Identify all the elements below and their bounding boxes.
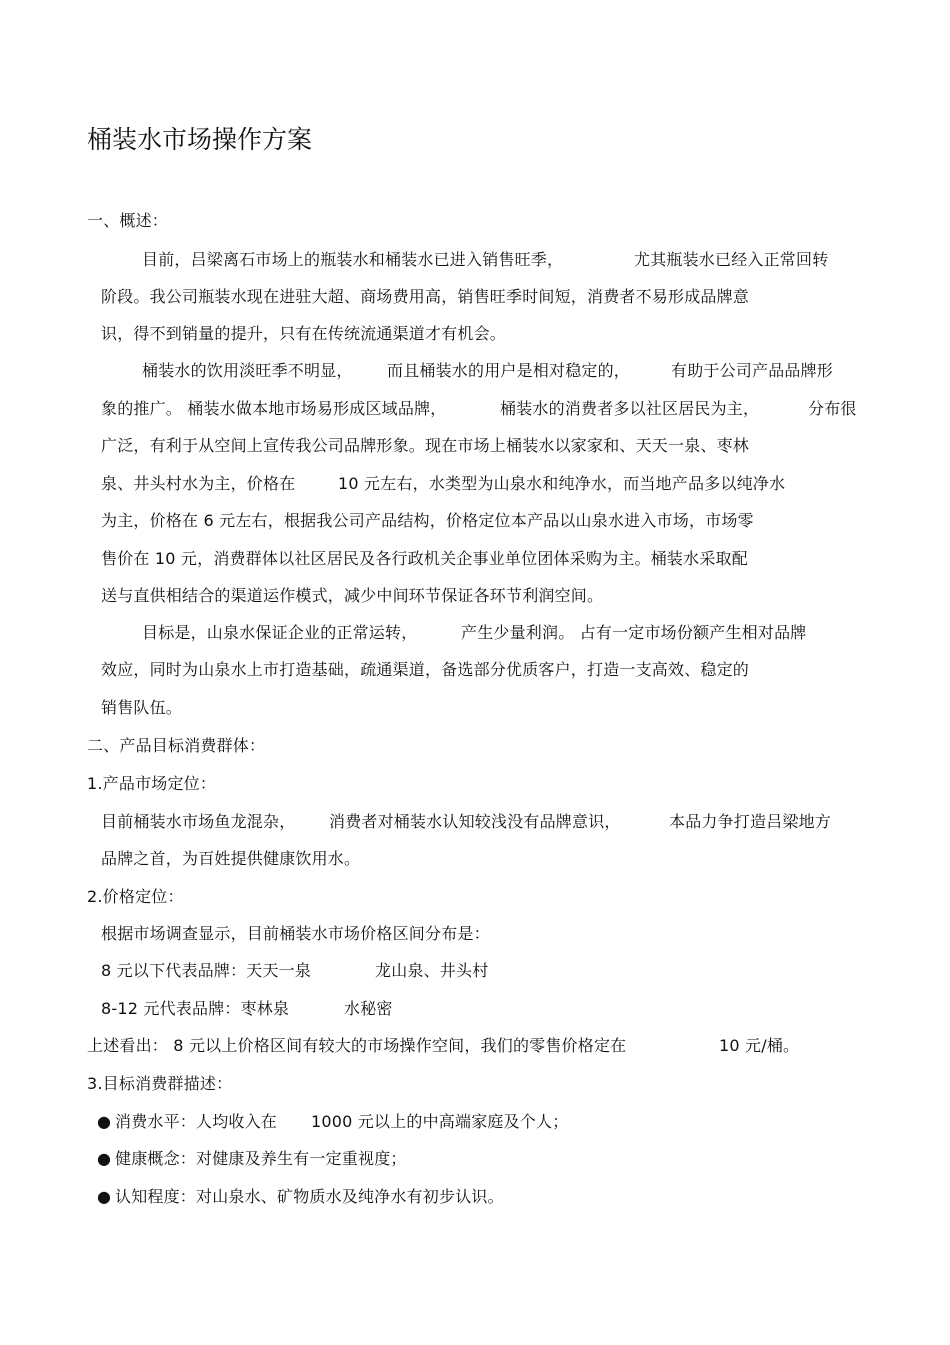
s1-p2-line1a: 桶装水的饮用淡旺季不明显， bbox=[142, 361, 353, 380]
list-item-label: 健康概念：对健康及养生有一定重视度； bbox=[115, 1149, 407, 1168]
s1-p2-line6: 售价在 10 元，消费群体以社区居民及各行政机关企事业单位团体采购为主。桶装水采取配 bbox=[101, 549, 748, 568]
s1-p2-line7: 送与直供相结合的渠道运作模式，减少中间环节保证各环节利润空间。 bbox=[101, 586, 604, 605]
s2-sub2-line2a: 8 元以下代表品牌：天天一泉 bbox=[101, 961, 312, 980]
s1-p3-line1a: 目标是，山泉水保证企业的正常运转， bbox=[142, 623, 418, 642]
section-1-heading: 一、概述： bbox=[87, 211, 169, 230]
s1-p1-line1b: 尤其瓶装水已经入正常回转 bbox=[634, 250, 829, 269]
document-title: 桶装水市场操作方案 bbox=[87, 125, 313, 154]
s2-sub1-line1b: 消费者对桶装水认知较浅没有品牌意识， bbox=[329, 812, 621, 831]
s1-p2-line3: 广泛，有利于从空间上宣传我公司品牌形象。现在市场上桶装水以家家和、天天一泉、枣林 bbox=[101, 436, 750, 455]
s2-sub1-line1a: 目前桶装水市场鱼龙混杂， bbox=[101, 812, 296, 831]
bullet-icon: ● bbox=[97, 1187, 112, 1206]
s1-p3-line3: 销售队伍。 bbox=[101, 698, 183, 717]
bullet-icon: ● bbox=[97, 1149, 112, 1168]
s2-sub2-heading: 2.价格定位： bbox=[87, 887, 184, 906]
list-item bbox=[97, 1186, 504, 1208]
s2-sub2-line1: 根据市场调查显示，目前桶装水市场价格区间分布是： bbox=[101, 924, 490, 943]
s1-p2-line2b: 桶装水的消费者多以社区居民为主， bbox=[500, 399, 760, 418]
s2-sub3-heading: 3.目标消费群描述： bbox=[87, 1074, 233, 1093]
list-item-label: 认知程度：对山泉水、矿物质水及纯净水有初步认识。 bbox=[115, 1187, 504, 1206]
s1-p1-line2: 阶段。我公司瓶装水现在进驻大超、商场费用高，销售旺季时间短，消费者不易形成品牌意 bbox=[101, 287, 750, 306]
s2-sub1-line1c: 本品力争打造吕梁地方 bbox=[669, 812, 832, 831]
s1-p2-line5: 为主，价格在 6 元左右，根据我公司产品结构，价格定位本产品以山泉水进入市场，市场零 bbox=[101, 511, 754, 530]
s1-p2-line2c: 分布很 bbox=[808, 399, 857, 418]
s2-sub2-line3b: 水秘密 bbox=[344, 999, 393, 1018]
s1-p3-line1b: 产生少量利润。 占有一定市场份额产生相对品牌 bbox=[461, 623, 807, 642]
section-2-heading: 二、产品目标消费群体： bbox=[87, 736, 266, 755]
s1-p2-line2a: 象的推广。 桶装水做本地市场易形成区域品牌， bbox=[101, 399, 447, 418]
list-item-label: 消费水平：人均收入在 bbox=[115, 1112, 278, 1131]
s2-sub2-line3a: 8-12 元代表品牌：枣林泉 bbox=[101, 999, 290, 1018]
s2-sub1-heading: 1.产品市场定位： bbox=[87, 774, 217, 793]
s1-p1-line1a: 目前，吕梁离石市场上的瓶装水和桶装水已进入销售旺季， bbox=[142, 250, 564, 269]
list-item bbox=[97, 1111, 277, 1133]
s1-p2-line4a: 泉、井头村水为主，价格在 bbox=[101, 474, 296, 493]
s1-p1-line3: 识，得不到销量的提升，只有在传统流通渠道才有机会。 bbox=[101, 324, 507, 343]
s2-sub2-line4b: 10 元/桶。 bbox=[719, 1036, 800, 1055]
s1-p3-line2: 效应，同时为山泉水上市打造基础，疏通渠道，备选部分优质客户，打造一支高效、稳定的 bbox=[101, 660, 750, 679]
list-item-detail: 1000 元以上的中高端家庭及个人； bbox=[311, 1112, 569, 1131]
s2-sub2-line4a: 上述看出： 8 元以上价格区间有较大的市场操作空间，我们的零售价格定在 bbox=[87, 1036, 627, 1055]
s2-sub1-line2: 品牌之首，为百姓提供健康饮用水。 bbox=[101, 849, 361, 868]
s1-p2-line1b: 而且桶装水的用户是相对稳定的， bbox=[387, 361, 631, 380]
s2-sub2-line2b: 龙山泉、井头村 bbox=[375, 961, 489, 980]
bullet-icon: ● bbox=[97, 1112, 112, 1131]
s1-p2-line1c: 有助于公司产品品牌形 bbox=[671, 361, 834, 380]
list-item bbox=[97, 1148, 407, 1170]
s1-p2-line4b: 10 元左右，水类型为山泉水和纯净水，而当地产品多以纯净水 bbox=[338, 474, 786, 493]
